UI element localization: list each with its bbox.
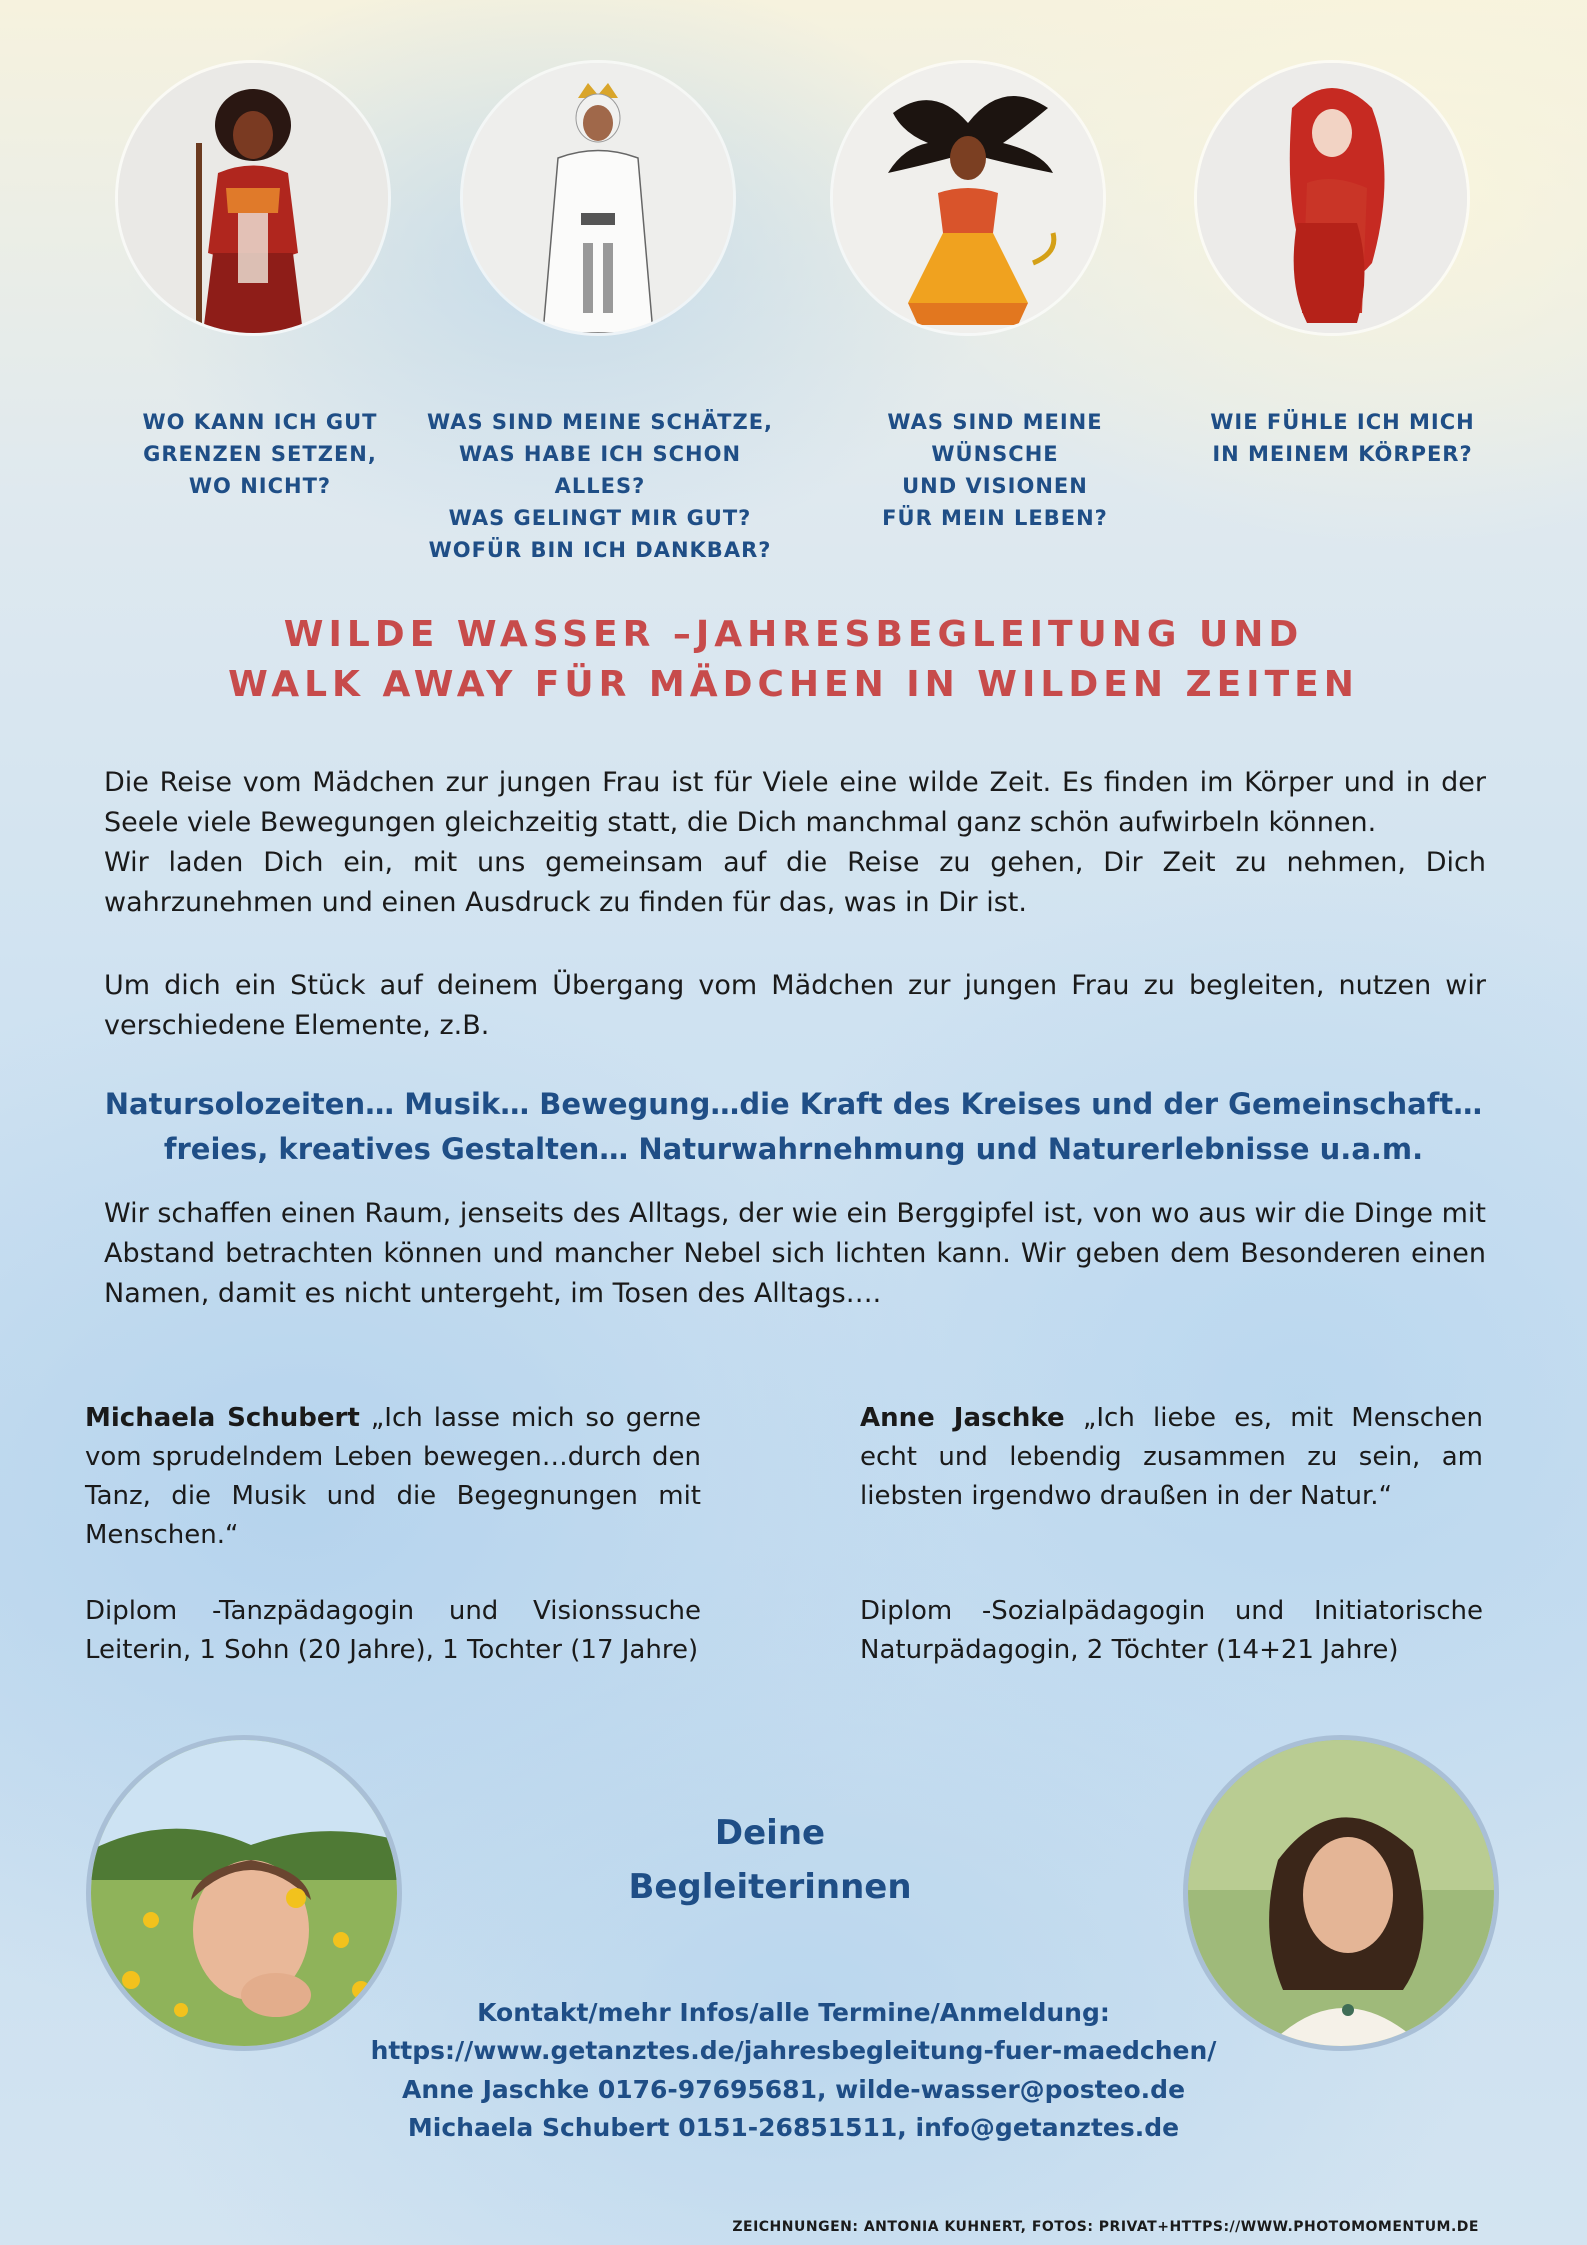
intro-paragraph-1 (104, 763, 1486, 923)
illustration-warrior (118, 63, 388, 333)
question-treasures: WAS SIND MEINE SCHÄTZE, WAS HABE ICH SCHON ALLES? WAS GELINGT MIR GUT? WOFÜR BIN ICH DANKBAR? (426, 410, 774, 562)
bio-anne-info: Diplom -Sozialpädagogin und Initiatorische Naturpädagogin, 2 Töchter (14+21 Jahre) (860, 1596, 1483, 1665)
companions-heading-line1: Deine (714, 1813, 826, 1853)
contact-michaela[interactable]: Michaela Schubert 0151-26851511, info@getanztes.de (407, 2113, 1180, 2142)
question-body: WIE FÜHLE ICH MICH IN MEINEM KÖRPER? (1210, 410, 1475, 466)
illustration-queen (463, 63, 733, 333)
intro-text-1: Die Reise vom Mädchen zur jungen Frau ist für Viele eine wilde Zeit. Es finden im Körper und in der Seele viele Bewegungen gleichzeitig statt, die Dich manchmal ganz schön aufwirbeln können. (104, 767, 1486, 838)
bio-anne (860, 1399, 1483, 1516)
bio-michaela-quote: „Ich lasse mich so gerne vom sprudelndem Leben bewegen…durch den Tanz, die Musik und die Begegnungen mit Menschen.“ (85, 1403, 701, 1550)
outro-paragraph: Wir schaffen einen Raum, jenseits des Alltags, der wie ein Berggipfel ist, von wo aus wir die Dinge mit Abstand betrachten können und mancher Nebel sich lichten kann. Wir geben dem Besonderen einen Namen, damit es nicht untergeht, im Tosen des Alltags…. (104, 1198, 1486, 1309)
contact-heading: Kontakt/mehr Infos/alle Termine/Anmeldung: (477, 1998, 1110, 2027)
companions-heading-line2: Begleiterinnen (628, 1867, 912, 1907)
image-credits: ZEICHNUNGEN: ANTONIA KUHNERT, FOTOS: PRIVAT+HTTPS://WWW.PHOTOMOMENTUM.DE (732, 2219, 1479, 2235)
bio-michaela (85, 1399, 701, 1555)
question-boundaries: WO KANN ICH GUT GRENZEN SETZEN, WO NICHT? (142, 410, 378, 498)
contact-url-link[interactable]: https://www.getanztes.de/jahresbegleitung-fuer-maedchen/ (370, 2036, 1217, 2065)
illustration-fire-woman (833, 63, 1103, 333)
bio-michaela-name: Michaela Schubert (85, 1403, 360, 1433)
intro-text-2: Wir laden Dich ein, mit uns gemeinsam auf die Reise zu gehen, Dir Zeit zu nehmen, Dich wahrzunehmen und einen Ausdruck zu finden für das, was in Dir ist. (104, 847, 1486, 918)
activities-highlight-line1: Natursolozeiten… Musik… Bewegung…die Kraft des Kreises und der Gemeinschaft… (104, 1087, 1483, 1121)
bio-michaela-info: Diplom -Tanzpädagogin und Visionssuche Leiterin, 1 Sohn (20 Jahre), 1 Tochter (17 Jahre) (85, 1596, 701, 1665)
bio-anne-name: Anne Jaschke (860, 1403, 1065, 1433)
bio-anne-quote: „Ich liebe es, mit Menschen echt und lebendig zusammen zu sein, am liebsten irgendwo draußen in der Natur.“ (860, 1403, 1483, 1511)
activities-highlight-line2: freies, kreatives Gestalten… Naturwahrnehmung und Naturerlebnisse u.a.m. (163, 1132, 1424, 1166)
illustration-red-hair-woman (1197, 63, 1467, 333)
page-title-line1: WILDE WASSER –JAHRESBEGLEITUNG UND (283, 614, 1304, 655)
page-title-line2: WALK AWAY FÜR MÄDCHEN IN WILDEN ZEITEN (228, 664, 1359, 705)
intro-paragraph-2: Um dich ein Stück auf deinem Übergang vom Mädchen zur jungen Frau zu begleiten, nutzen wir verschiedene Elemente, z.B. (104, 970, 1486, 1041)
question-wishes: WAS SIND MEINE WÜNSCHE UND VISIONEN FÜR MEIN LEBEN? (882, 410, 1108, 530)
contact-anne[interactable]: Anne Jaschke 0176-97695681, wilde-wasser@posteo.de (401, 2075, 1186, 2104)
